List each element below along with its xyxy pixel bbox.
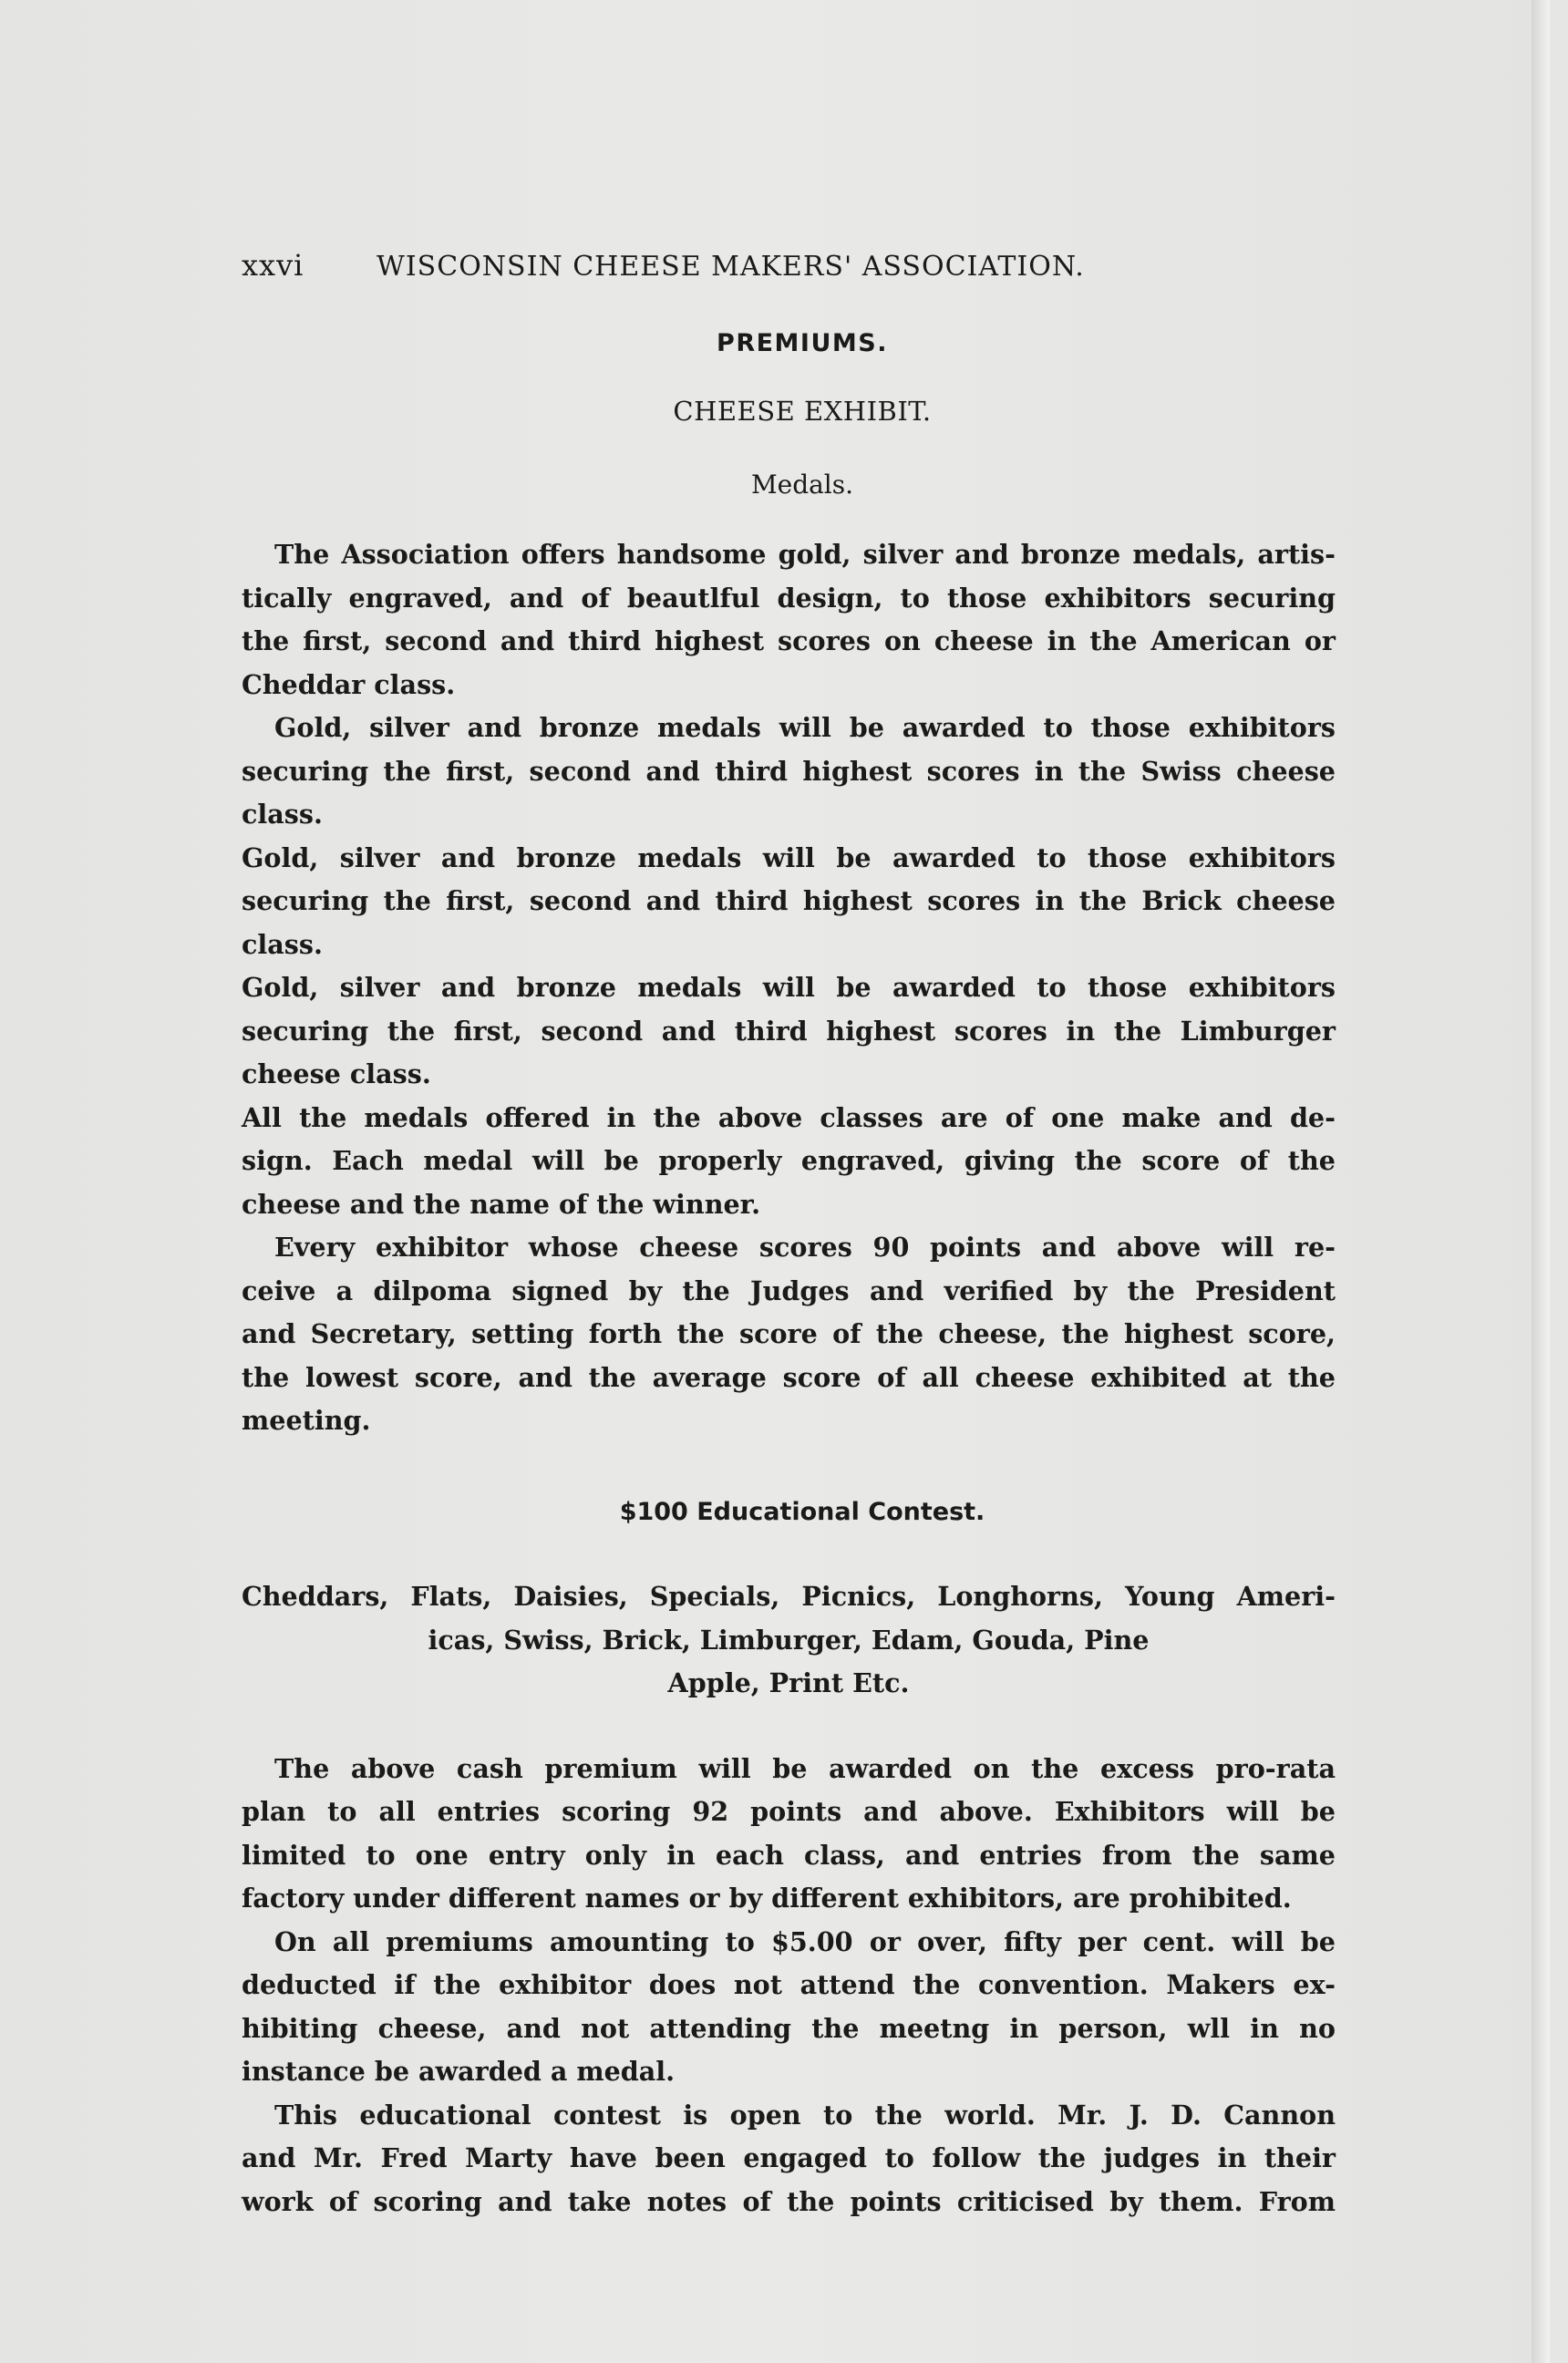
page-edge: [1532, 0, 1550, 2363]
contest-class-line: icas, Swiss, Brick, Limburger, Edam, Gouda, Pine: [428, 1624, 1150, 1656]
text-line: class.: [242, 799, 323, 831]
text-line: the first, second and third highest scores on cheese in the American or: [242, 625, 1336, 657]
text-line: cheese class.: [242, 1058, 431, 1090]
text-line: On all premiums amounting to $5.00 or over, fifty per cent. will be: [274, 1925, 1336, 1957]
text-line: sign. Each medal will be properly engraved, giving the score of the: [242, 1145, 1336, 1177]
running-header: [242, 248, 1336, 283]
subheading-medals: Medals.: [750, 470, 854, 500]
text-line: and Mr. Fred Marty have been engaged to follow the judges in their: [242, 2142, 1336, 2174]
text-line: the lowest score, and the average score of all cheese exhibited at the: [242, 1361, 1336, 1393]
text-line: limited to one entry only in each class, and entries from the same: [242, 1839, 1336, 1871]
text-line: ceive a dilpoma signed by the Judges and verified by the President: [242, 1274, 1336, 1306]
section-heading-contest: $100 Educational Contest.: [619, 1497, 985, 1526]
text-line: Gold, silver and bronze medals will be awarded to those exhibitors: [274, 712, 1336, 744]
text-line: The above cash premium will be awarded on the excess pro-rata: [274, 1752, 1336, 1784]
text-line: Cheddar class.: [242, 668, 456, 700]
text-line: hibiting cheese, and not attending the meetng in person, wll in no: [242, 2012, 1336, 2044]
contest-class-line: Cheddars, Flats, Daisies, Specials, Picnics, Longhorns, Young Ameri-: [242, 1581, 1336, 1613]
text-line: and Secretary, setting forth the score of the cheese, the highest score,: [242, 1318, 1336, 1350]
paragraph: [242, 1226, 1336, 1443]
text-line: deducted if the exhibitor does not attend the convention. Makers ex-: [242, 1969, 1336, 2001]
paragraph: [242, 2094, 1336, 2224]
text-line: class.: [242, 928, 323, 960]
paragraph: [242, 966, 1336, 1097]
paragraph: [242, 837, 1336, 967]
subheading-cheese-exhibit: CHEESE EXHIBIT.: [673, 396, 932, 428]
paragraph: [242, 533, 1336, 707]
text-line: instance be awarded a medal.: [242, 2056, 676, 2088]
medal-paragraphs: [242, 533, 1336, 1443]
text-line: All the medals offered in the above classes are of one make and de-: [242, 1101, 1336, 1133]
section-heading-premiums: PREMIUMS.: [717, 329, 888, 357]
text-line: This educational contest is open to the world. Mr. J. D. Cannon: [274, 2099, 1336, 2131]
paragraph: [242, 707, 1336, 837]
contest-paragraphs: [242, 1748, 1336, 2224]
page-number: xxvi: [242, 248, 304, 283]
page-body: [242, 324, 1336, 2224]
running-title: WISCONSIN CHEESE MAKERS' ASSOCIATION.: [377, 251, 1085, 283]
paragraph: [242, 1097, 1336, 1227]
text-line: tically engraved, and of beautlful design, to those exhibitors securing: [242, 582, 1336, 614]
paragraph: [242, 1921, 1336, 2094]
text-line: work of scoring and take notes of the points criticised by them. From: [242, 2185, 1336, 2217]
text-line: plan to all entries scoring 92 points and above. Exhibitors will be: [242, 1796, 1336, 1828]
text-line: securing the first, second and third highest scores in the Brick cheese: [242, 885, 1336, 917]
text-line: securing the first, second and third highest scores in the Swiss cheese: [242, 755, 1336, 787]
text-line: meeting.: [242, 1405, 371, 1437]
text-line: Gold, silver and bronze medals will be awarded to those exhibitors: [242, 972, 1336, 1004]
text-line: factory under different names or by different exhibitors, are prohibited.: [242, 1883, 1292, 1914]
text-line: Gold, silver and bronze medals will be awarded to those exhibitors: [242, 841, 1336, 873]
text-line: securing the first, second and third highest scores in the Limburger: [242, 1015, 1336, 1047]
contest-class-line: Apple, Print Etc.: [667, 1667, 910, 1699]
text-line: cheese and the name of the winner.: [242, 1188, 761, 1220]
paragraph: [242, 1748, 1336, 1921]
text-line: The Association offers handsome gold, silver and bronze medals, artis-: [274, 539, 1336, 571]
contest-classes-list: [242, 1575, 1336, 1706]
text-line: Every exhibitor whose cheese scores 90 points and above will re-: [274, 1232, 1336, 1264]
